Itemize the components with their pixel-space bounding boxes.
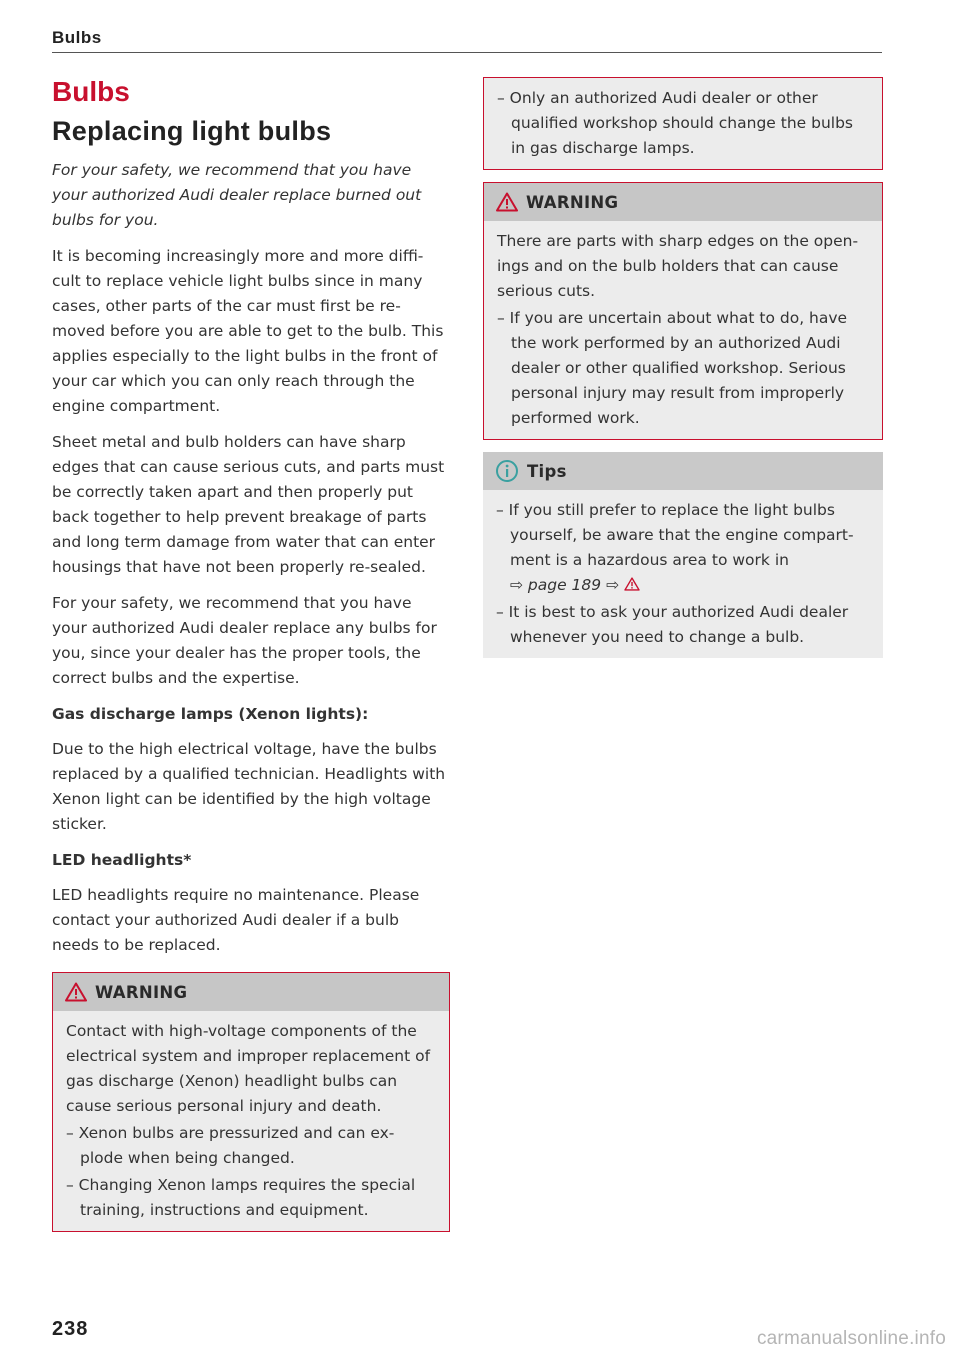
warning-bullet: – If you are uncertain about what to do, have the work performed by an authorized Audi dealer or other qualified workshop. Serious personal injury may result from improperly performed work. <box>497 309 848 427</box>
arrow-symbol: ⇨ <box>606 576 620 594</box>
page-number: 238 <box>52 1318 89 1340</box>
tips-bullet: – It is best to ask your authorized Audi dealer whenever you need to change a bulb. <box>496 603 849 646</box>
warning-body <box>53 1011 449 1231</box>
right-column <box>483 77 883 670</box>
tips-body <box>483 490 883 658</box>
paragraph: For your safety, we recommend that you have your authorized Audi dealer replace any bulbs for you, since your dealer has the proper tools, the correct bulbs and the expertise. <box>52 594 437 687</box>
warning-box <box>483 182 883 440</box>
tips-box <box>483 452 883 658</box>
page-reference-link[interactable]: ⇨ page 189 <box>510 576 602 594</box>
continued-note-body <box>484 78 882 169</box>
subheading-led: LED headlights* <box>52 851 192 869</box>
warning-bullet: – Changing Xenon lamps requires the special training, instructions and equipment. <box>66 1176 416 1219</box>
section-title: Bulbs <box>52 76 130 107</box>
paragraph: Due to the high electrical voltage, have the bulbs replaced by a qualified technician. Headlights with Xenon light can be identified by the high voltage sticker. <box>52 740 446 833</box>
page-title: Replacing light bulbs <box>52 116 332 146</box>
watermark: carmanualsonline.info <box>756 1328 946 1349</box>
intro-paragraph: For your safety, we recommend that you have your authorized Audi dealer replace burned out bulbs for you. <box>52 161 422 229</box>
paragraph: Sheet metal and bulb holders can have sharp edges that can cause serious cuts, and parts must be correctly taken apart and then properly put back together to help prevent breakage of parts and long term damage from water that can enter housings that have not been properly re-sealed. <box>52 433 445 576</box>
subheading-xenon: Gas discharge lamps (Xenon lights): <box>52 705 369 723</box>
paragraph: It is becoming increasingly more and more diffi-cult to replace vehicle light bulbs since in many cases, other parts of the car must first be re-moved before you are able to get to the bulb. This applies especially to the light bulbs in the front of your car which you can only reach through the engine compartment. <box>52 247 444 415</box>
paragraph: LED headlights require no maintenance. Please contact your authorized Audi dealer if a bulb needs to be replaced. <box>52 886 420 954</box>
warning-box <box>52 972 450 1232</box>
left-column <box>52 74 450 1244</box>
continued-note-box <box>483 77 883 170</box>
tips-header <box>483 452 883 490</box>
warning-bullet: – Xenon bulbs are pressurized and can ex-plode when being changed. <box>66 1124 395 1167</box>
warning-triangle-icon <box>65 982 87 1002</box>
page-header <box>52 26 882 53</box>
tips-label: Tips <box>527 461 567 481</box>
warning-reference-icon[interactable] <box>624 577 640 591</box>
warning-text: Contact with high-voltage components of the electrical system and improper replacement of gas discharge (Xenon) headlight bulbs can cause serious personal injury and death. <box>66 1022 431 1115</box>
warning-text: There are parts with sharp edges on the open-ings and on the bulb holders that can cause serious cuts. <box>497 232 859 300</box>
header-title: Bulbs <box>52 28 102 47</box>
warning-label: WARNING <box>95 982 188 1002</box>
warning-header <box>484 183 882 221</box>
warning-body <box>484 221 882 439</box>
note-bullet: – Only an authorized Audi dealer or other qualified workshop should change the bulbs in gas discharge lamps. <box>497 89 853 157</box>
info-icon <box>495 459 519 483</box>
warning-triangle-icon <box>496 192 518 212</box>
tips-bullet <box>496 498 871 598</box>
tips-bullet-text: – If you still prefer to replace the light bulbs yourself, be aware that the engine compart-ment is a hazardous area to work in <box>496 501 854 569</box>
warning-header <box>53 973 449 1011</box>
warning-label: WARNING <box>526 192 619 212</box>
